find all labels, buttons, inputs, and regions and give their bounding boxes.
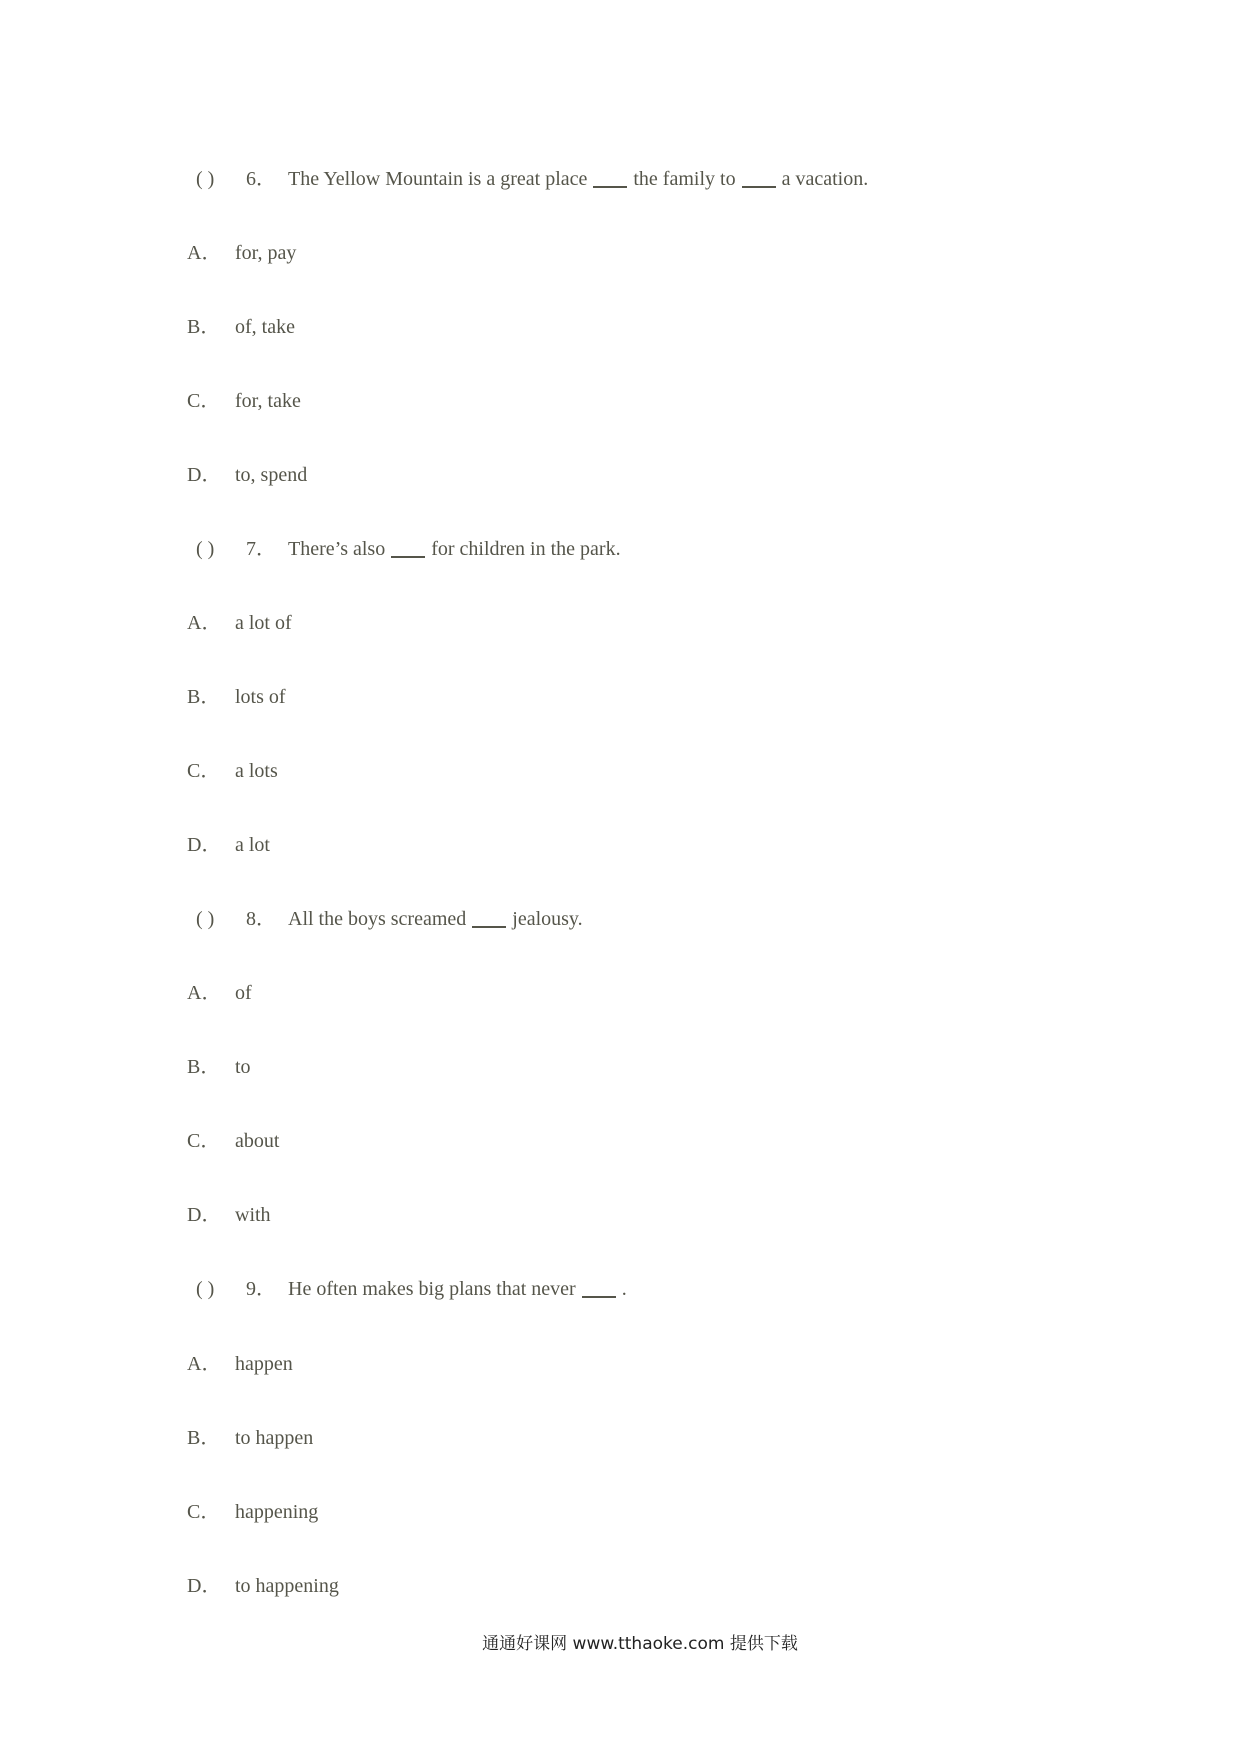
- option-text: lots of: [235, 686, 286, 708]
- option-letter: C．: [187, 760, 221, 782]
- option-text: of: [235, 982, 252, 1004]
- option-text: to, spend: [235, 464, 308, 486]
- option-text: to happening: [235, 1575, 339, 1597]
- option-d: [187, 460, 307, 490]
- option-letter: B．: [187, 316, 221, 338]
- option-text: for, take: [235, 390, 301, 412]
- option-a: [187, 608, 292, 638]
- question-stem: [196, 904, 583, 934]
- stem-text: the family to: [633, 168, 736, 190]
- option-letter: D．: [187, 1575, 222, 1597]
- option-text: happen: [235, 1353, 293, 1375]
- option-text: about: [235, 1130, 280, 1152]
- answer-blank: [472, 926, 506, 928]
- option-letter: B．: [187, 1056, 221, 1078]
- stem-text: a vacation.: [781, 168, 869, 190]
- question-number: 9．: [246, 1278, 276, 1300]
- question-stem: [196, 1274, 627, 1304]
- option-text: a lot: [235, 834, 270, 856]
- option-a: [187, 978, 252, 1008]
- option-letter: C．: [187, 390, 221, 412]
- option-text: a lots: [235, 760, 278, 782]
- answer-blank: [742, 186, 776, 188]
- option-letter: D．: [187, 1204, 222, 1226]
- option-letter: C．: [187, 1130, 221, 1152]
- stem-text: There’s also: [288, 538, 386, 560]
- answer-blank: [582, 1296, 616, 1298]
- option-c: [187, 756, 278, 786]
- question-number: 6．: [246, 168, 276, 190]
- question-number: 7．: [246, 538, 276, 560]
- option-letter: B．: [187, 1427, 221, 1449]
- option-text: with: [235, 1204, 271, 1226]
- option-b: [187, 682, 286, 712]
- option-text: a lot of: [235, 612, 292, 634]
- option-a: [187, 238, 296, 268]
- answer-blank: [593, 186, 627, 188]
- option-c: [187, 1497, 318, 1527]
- option-letter: D．: [187, 834, 222, 856]
- option-c: [187, 386, 301, 416]
- option-text: of, take: [235, 316, 295, 338]
- option-b: [187, 312, 295, 342]
- option-letter: A．: [187, 1353, 222, 1375]
- stem-text: for children in the park.: [431, 538, 621, 560]
- page-footer: 通通好课网 www.tthaoke.com 提供下载: [482, 1634, 798, 1654]
- option-c: [187, 1126, 279, 1156]
- option-d: [187, 1200, 271, 1230]
- question-stem: [196, 164, 868, 194]
- answer-blank: [391, 556, 425, 558]
- stem-text: .: [621, 1278, 627, 1300]
- option-b: [187, 1052, 251, 1082]
- option-letter: A．: [187, 982, 222, 1004]
- stem-text: jealousy.: [512, 908, 583, 930]
- option-text: to happen: [235, 1427, 314, 1449]
- answer-parentheses: ( ): [196, 1278, 215, 1300]
- question-number: 8．: [246, 908, 276, 930]
- option-letter: C．: [187, 1501, 221, 1523]
- option-letter: B．: [187, 686, 221, 708]
- option-text: for, pay: [235, 242, 297, 264]
- answer-parentheses: ( ): [196, 908, 215, 930]
- option-text: happening: [235, 1501, 319, 1523]
- question-stem: [196, 534, 621, 564]
- stem-text: The Yellow Mountain is a great place: [288, 168, 588, 190]
- option-d: [187, 830, 270, 860]
- option-letter: A．: [187, 242, 222, 264]
- option-a: [187, 1349, 293, 1379]
- stem-text: He often makes big plans that never: [288, 1278, 576, 1300]
- answer-parentheses: ( ): [196, 538, 215, 560]
- stem-text: All the boys screamed: [288, 908, 467, 930]
- option-letter: D．: [187, 464, 222, 486]
- option-text: to: [235, 1056, 251, 1078]
- answer-parentheses: ( ): [196, 168, 215, 190]
- option-d: [187, 1571, 339, 1601]
- option-b: [187, 1423, 313, 1453]
- option-letter: A．: [187, 612, 222, 634]
